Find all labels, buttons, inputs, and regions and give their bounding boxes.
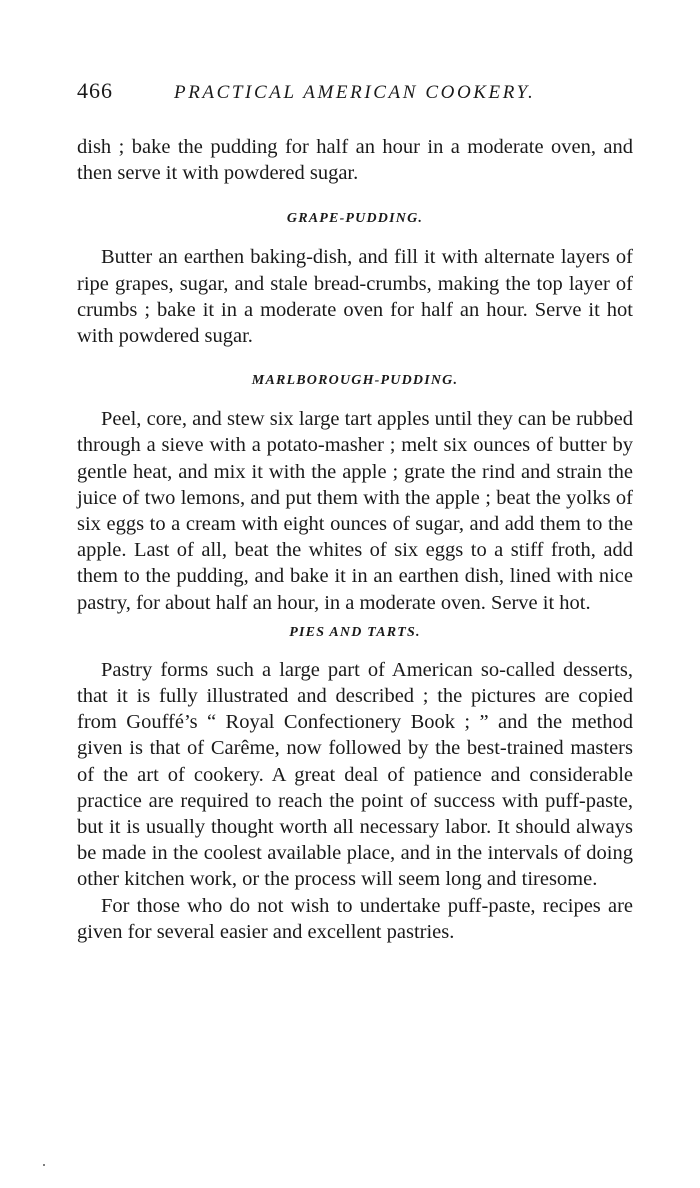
paper-speck	[43, 1164, 45, 1166]
grape-pudding-paragraph: Butter an earthen baking-dish, and fill it with alternate layers of ripe grapes, sugar, and stale bread-crumbs, making the top layer of crumbs ; bake it in a moderate oven for half an hour. Serve it hot with powdered sugar.	[77, 246, 633, 348]
marlborough-pudding-heading: MARLBOROUGH-PUDDING.	[251, 373, 459, 389]
running-head	[77, 78, 633, 112]
book-page	[77, 78, 633, 945]
pies-and-tarts-paragraph-2: For those who do not wish to undertake puff-paste, recipes are given for several easier and excellent pastries.	[77, 894, 633, 943]
pies-and-tarts-paragraph-1: Pastry forms such a large part of American so-called desserts, that it is fully illustrated and described ; the pictures are copied from Gouffé’s “ Royal Confectionery Book ; ” and the method given is that of Carême, now followed by the best-trained masters of the art of cookery. A great deal of patience and considerable practice are required to reach the point of success with puff-paste, but it is usually thought worth all necessary labor. It should always be made in the coolest available place, and in the intervals of doing other kitchen work, or the process will seem long and tiresome.	[77, 658, 633, 891]
running-title: PRACTICAL AMERICAN COOKERY.	[174, 82, 536, 103]
marlborough-pudding-paragraph: Peel, core, and stew six large tart apples until they can be rubbed through a sieve with a potato-masher ; melt six ounces of butter by gentle heat, and mix it with the apple ; grate the rind and strain the juice of two lemons, and put them with the apple ; beat the yolks of six eggs to a cream with eight ounces of sugar, and add them to the apple. Last of all, beat the whites of six eggs to a stiff froth, add them to the pudding, and bake it in an earthen dish, lined with nice pastry, for about half an hour, in a moderate oven. Serve it hot.	[77, 408, 633, 614]
pies-and-tarts-heading: PIES AND TARTS.	[289, 624, 421, 640]
continuation-paragraph: dish ; bake the pudding for half an hour in a moderate oven, and then serve it with powdered sugar.	[77, 136, 633, 185]
grape-pudding-heading: GRAPE-PUDDING.	[286, 211, 424, 227]
page-number: 466	[77, 78, 113, 103]
